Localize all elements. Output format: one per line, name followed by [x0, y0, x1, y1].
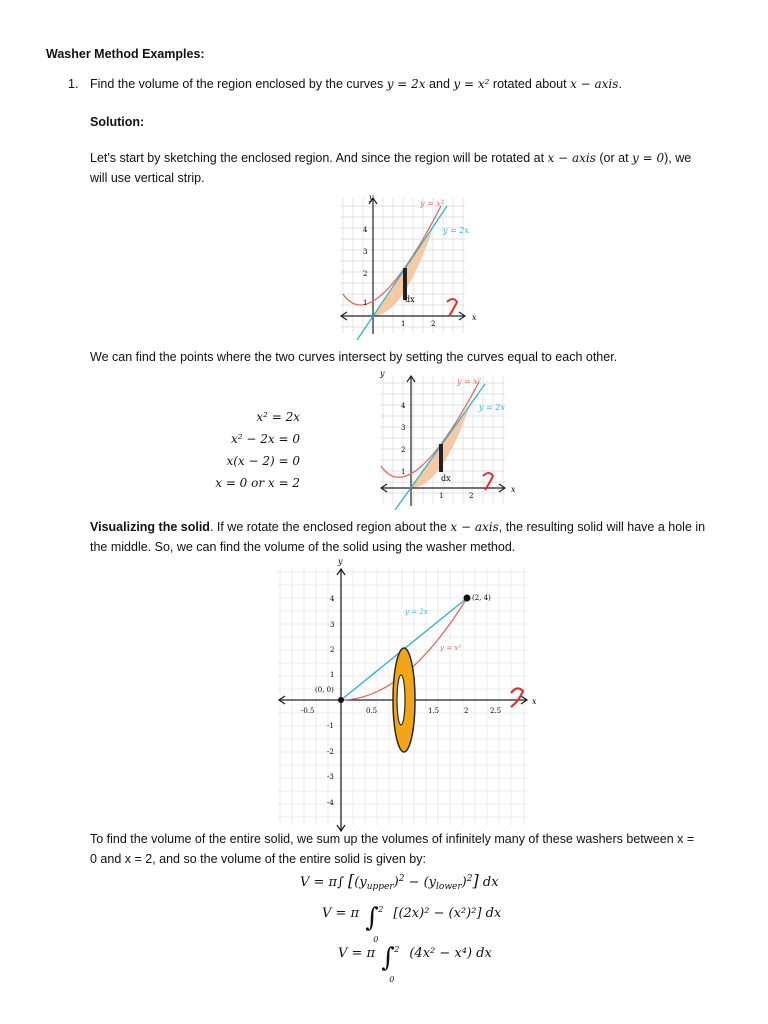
- x-axis-label: x: [511, 485, 516, 494]
- paragraph-visualizing: Visualizing the solid. If we rotate the enclosed region about the x − axis, the resulting solid will have a hole in the middle. So, we can find the volume of the solid using the washer method.: [90, 520, 706, 554]
- y-tick: 1: [401, 468, 406, 476]
- algebra-line: x² = 2x: [256, 410, 300, 424]
- line-label: y = 2x: [405, 608, 428, 616]
- solution-label: Solution:: [90, 115, 145, 129]
- x-tick: 1: [439, 492, 444, 500]
- y-axis-label: y: [369, 193, 374, 202]
- volume-formula-general: V = π∫ $[(y_{upper})^2 - (y_{lower})^2]$ dx: [300, 871, 499, 892]
- problem-statement: Find the volume of the region enclosed by the curves y = 2x and y = x² rotated about x − axis.: [90, 77, 622, 91]
- x-tick: 0.5: [366, 707, 378, 715]
- region-graph-1: [335, 190, 485, 340]
- y-tick: 4: [363, 226, 368, 234]
- volume-formula-simplified: V = π ∫ 2 0 (4x² − x⁴) dx: [338, 943, 492, 984]
- algebra-line: x(x − 2) = 0: [226, 454, 300, 468]
- y-tick: 2: [330, 646, 335, 654]
- x-tick: 1: [401, 320, 406, 328]
- y-tick: 4: [330, 595, 335, 603]
- rotation-arrow-icon: [447, 299, 457, 316]
- line-label: y = 2x: [443, 226, 469, 235]
- volume-formula-substituted: V = π ∫ 2 0 [(2x)² − (x²)²] dx: [322, 903, 502, 944]
- x-tick: -0.5: [301, 707, 315, 715]
- y-tick: -1: [327, 722, 334, 730]
- y-tick: 2: [363, 270, 368, 278]
- x-tick: 2: [469, 492, 474, 500]
- region-graph-2: [375, 368, 520, 510]
- parabola-label: y = x²: [420, 199, 445, 208]
- washer-graph: [275, 555, 545, 835]
- y-tick: -3: [327, 773, 334, 781]
- paragraph-sum: To find the volume of the entire solid, we sum up the volumes of infinitely many of these washers between x = 0 and x = 2, and so the volume of the entire solid is given by:: [90, 832, 695, 866]
- line-label: y = 2x: [479, 403, 505, 412]
- y-tick: -4: [327, 799, 334, 807]
- x-axis-label: x: [472, 313, 477, 322]
- strip-label: dx: [405, 295, 415, 304]
- algebra-line: x² − 2x = 0: [231, 432, 300, 446]
- point-origin: [338, 697, 344, 703]
- y-tick: 2: [401, 446, 406, 454]
- x-tick: 2: [431, 320, 436, 328]
- y-tick: 1: [363, 299, 368, 307]
- paragraph-intersect: We can find the points where the two curves intersect by setting the curves equal to each other.: [90, 350, 618, 364]
- x-tick: 2.5: [490, 707, 502, 715]
- strip-label: dx: [441, 474, 451, 483]
- algebra-steps: [180, 406, 300, 494]
- y-tick: 3: [330, 621, 335, 629]
- algebra-line: x = 0 or x = 2: [215, 476, 300, 490]
- point-end: [464, 595, 471, 602]
- x-tick: 1.5: [428, 707, 440, 715]
- washer-hole: [397, 675, 405, 725]
- problem-number: 1.: [68, 77, 79, 91]
- parabola-label: y = x²: [457, 377, 482, 386]
- y-tick: 1: [330, 671, 335, 679]
- x-axis-label: x: [532, 697, 537, 706]
- parabola-label: y = x²: [440, 644, 462, 652]
- y-tick: 3: [363, 248, 368, 256]
- y-tick: -2: [327, 748, 334, 756]
- vertical-strip: [439, 444, 443, 472]
- origin-label: (0, 0): [315, 686, 334, 694]
- end-point-label: (2, 4): [472, 594, 491, 602]
- y-axis-label: y: [338, 557, 343, 566]
- page-title: Washer Method Examples:: [46, 47, 205, 61]
- y-tick: 3: [401, 424, 406, 432]
- y-tick: 4: [401, 402, 406, 410]
- paragraph-sketch: Let's start by sketching the enclosed region. And since the region will be rotated at x − axis (or at y = 0), we will use vertical strip.: [90, 151, 692, 185]
- x-tick: 2: [464, 707, 469, 715]
- y-axis-label: y: [380, 369, 385, 378]
